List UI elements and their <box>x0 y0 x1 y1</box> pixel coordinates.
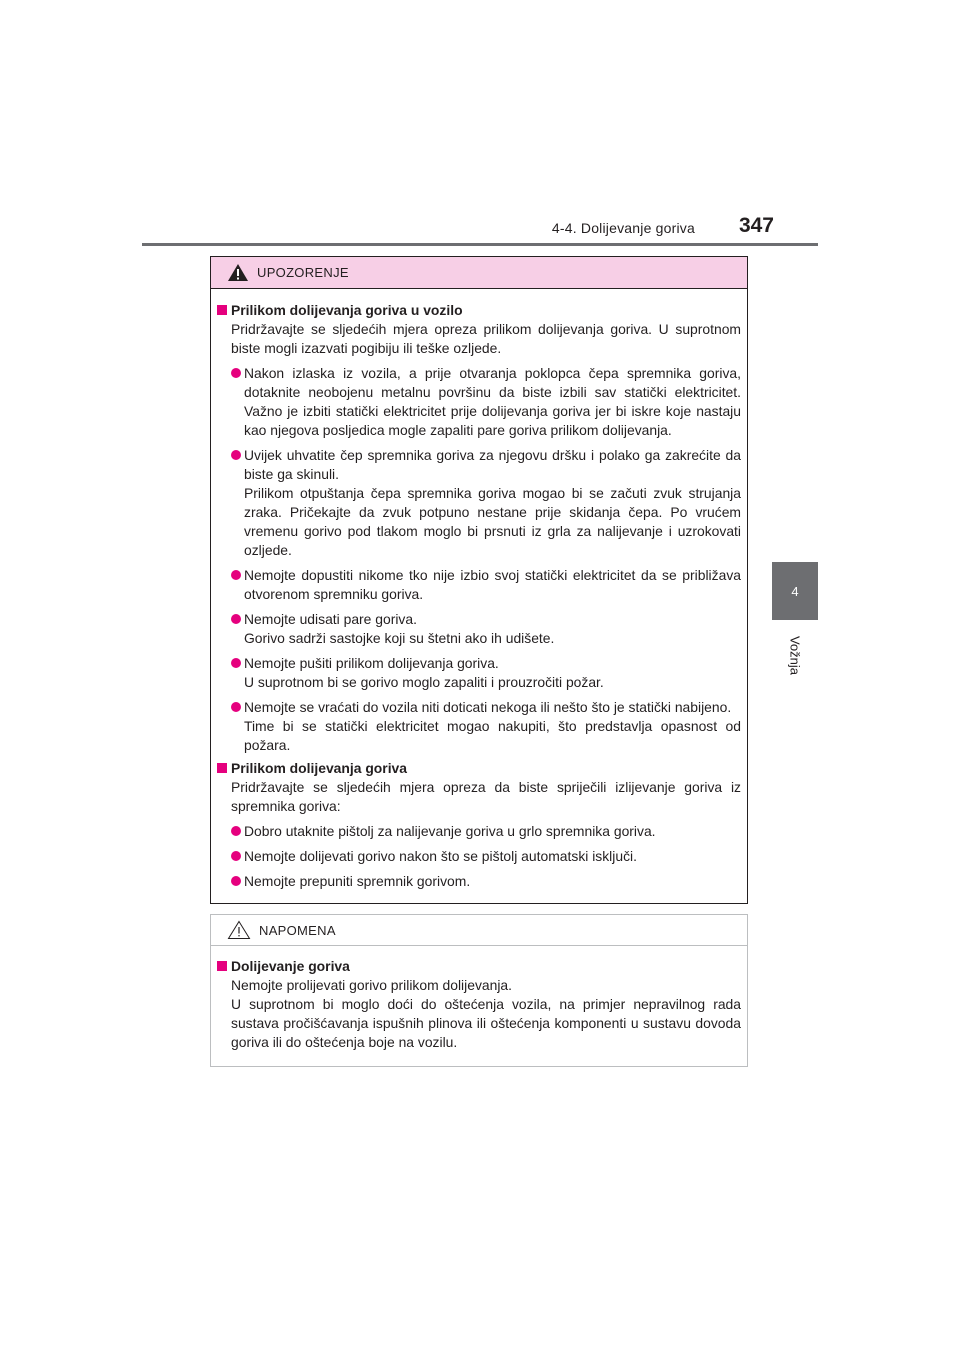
round-bullet-icon <box>231 368 241 378</box>
chapter-label: Vožnja <box>787 635 803 676</box>
chapter-tab <box>772 562 818 620</box>
list-item: Nemojte prepuniti spremnik gorivom. <box>217 872 741 891</box>
list-item: Uvijek uhvatite čep spremnika goriva za njegovu dršku i polako ga zakrećite da biste ga skinuli. Prilikom otpuštanja čepa spremnika goriva mogao bi se začuti zvuk strujanja zraka. Pričekajte da zvuk potpuno nestane prije skidanja čepa. Po vrućem vremenu gorivo pod tlakom moglo bi prsnuti iz grla za nalijevanje i uzrokovati ozljede. <box>217 446 741 560</box>
section-intro: Pridržavajte se sljedećih mjera opreza da biste spriječili izlijevanje goriva iz spremnika goriva: <box>231 779 741 814</box>
section-heading <box>217 957 741 976</box>
section-heading-text: Dolijevanje goriva <box>231 958 350 974</box>
square-bullet-icon <box>217 305 227 315</box>
section-heading-text: Prilikom dolijevanja goriva <box>231 760 408 776</box>
list-item: Nakon izlaska iz vozila, a prije otvaranja poklopca čepa spremnika goriva, dotaknite neobojenu metalnu površinu da biste izbili sav statički elektricitet. Važno je izbiti statički elektricitet prije dolijevanja goriva jer bi iskre koje nastaju kao njegova posljedica mogle zapaliti pare goriva prilikom dolijevanja. <box>217 364 741 440</box>
round-bullet-icon <box>231 658 241 668</box>
list-item: Nemojte udisati pare goriva. Gorivo sadrži sastojke koji su štetni ako ih udišete. <box>217 610 741 648</box>
page-number: 347 <box>738 214 774 237</box>
section-heading <box>217 759 741 778</box>
round-bullet-icon <box>231 702 241 712</box>
round-bullet-icon <box>231 851 241 861</box>
round-bullet-icon <box>231 450 241 460</box>
list-item: Nemojte dopustiti nikome tko nije izbio svoj statički elektricitet da se približava otvorenom spremniku goriva. <box>217 566 741 604</box>
notice-body <box>211 946 747 1052</box>
warning-triangle-icon <box>227 263 249 282</box>
list-item: Dobro utaknite pištolj za nalijevanje goriva u grlo spremnika goriva. <box>217 822 741 841</box>
notice-title: NAPOMENA <box>259 922 336 938</box>
warning-body <box>211 289 747 891</box>
section-header: 4-4. Dolijevanje goriva <box>551 220 695 236</box>
section-heading-text: Prilikom dolijevanja goriva u vozilo <box>231 302 463 318</box>
header-rule <box>142 243 818 246</box>
warning-title: UPOZORENJE <box>257 265 349 280</box>
section-intro: Pridržavajte se sljedećih mjera opreza prilikom dolijevanja goriva. U suprotnom biste mogli izazvati pogibiju ili teške ozljede. <box>231 321 741 356</box>
square-bullet-icon <box>217 763 227 773</box>
round-bullet-icon <box>231 570 241 580</box>
list-item: Nemojte dolijevati gorivo nakon što se pištolj automatski isključi. <box>217 847 741 866</box>
round-bullet-icon <box>231 826 241 836</box>
section-heading <box>217 301 741 320</box>
warning-box <box>210 256 748 904</box>
chapter-number: 4 <box>791 583 799 599</box>
warning-header <box>211 257 747 289</box>
round-bullet-icon <box>231 614 241 624</box>
notice-box <box>210 914 748 1067</box>
notice-text: Nemojte prolijevati gorivo prilikom dolijevanja. U suprotnom bi moglo doći do oštećenja vozila, na primjer nepravilnog rada sustava pročišćavanja ispušnih plinova ili oštećenja komponenti u sustavu dovoda goriva ili do oštećenja boje na vozilu. <box>231 977 741 1050</box>
list-item: Nemojte pušiti prilikom dolijevanja goriva. U suprotnom bi se gorivo moglo zapaliti i prouzročiti požar. <box>217 654 741 692</box>
square-bullet-icon <box>217 961 227 971</box>
warning-section <box>217 759 741 891</box>
list-item: Nemojte se vraćati do vozila niti doticati nekoga ili nešto što je statički nabijeno. Time bi se statički elektricitet mogao nakupiti, što predstavlja opasnost od požara. <box>217 698 741 755</box>
warning-section <box>217 301 741 755</box>
round-bullet-icon <box>231 876 241 886</box>
notice-header <box>211 915 747 946</box>
caution-outline-icon <box>227 920 251 940</box>
